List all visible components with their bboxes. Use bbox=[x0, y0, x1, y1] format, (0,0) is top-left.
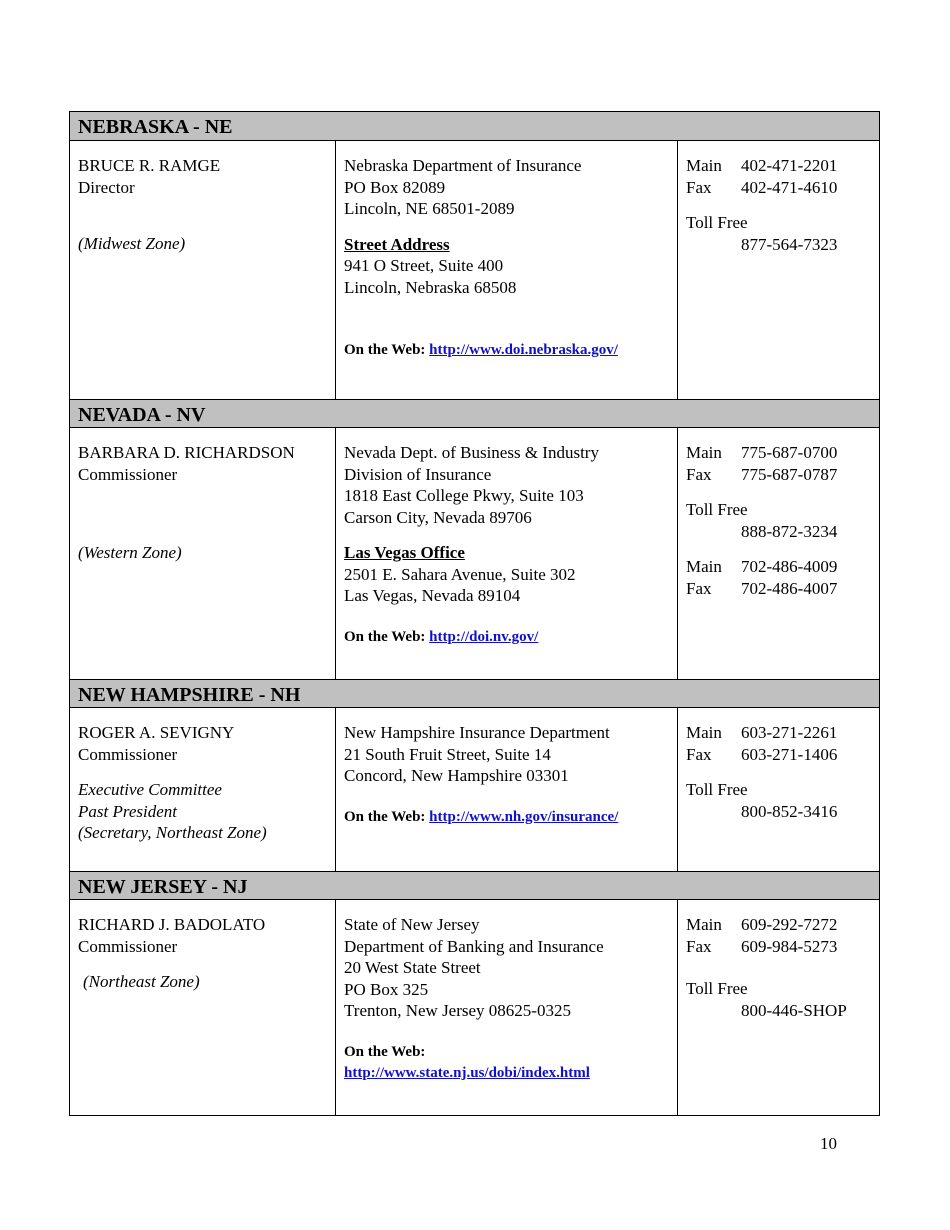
page-number: 10 bbox=[820, 1134, 837, 1153]
address-line: Carson City, Nevada 89706 bbox=[344, 507, 532, 527]
official-title: Commissioner bbox=[78, 936, 178, 956]
address-line: PO Box 325 bbox=[344, 979, 429, 999]
web-label: On the Web: bbox=[344, 1043, 426, 1060]
address-cell bbox=[336, 428, 678, 680]
fax-phone: Fax 609-984-5273 bbox=[686, 936, 838, 956]
web-label: On the Web: bbox=[344, 808, 426, 825]
fax-phone: Fax 603-271-1406 bbox=[686, 744, 838, 764]
phone-cell bbox=[678, 900, 880, 1116]
address-line: Division of Insurance bbox=[344, 464, 492, 484]
directory-table bbox=[69, 111, 880, 1116]
phone-cell bbox=[678, 428, 880, 680]
committee-note: Executive Committee bbox=[78, 780, 222, 799]
state-header-row bbox=[70, 112, 880, 141]
official-name: BARBARA D. RICHARDSON bbox=[78, 443, 295, 462]
address-line: Trenton, New Jersey 08625-0325 bbox=[344, 1001, 571, 1020]
address-cell bbox=[336, 141, 678, 400]
address-cell bbox=[336, 900, 678, 1116]
toll-free-number: 800-852-3416 bbox=[741, 801, 838, 821]
web-line bbox=[344, 807, 669, 829]
address-line: New Hampshire Insurance Department bbox=[344, 723, 610, 742]
zone-note: (Midwest Zone) bbox=[78, 234, 186, 253]
web-label: On the Web: bbox=[344, 628, 426, 645]
web-link[interactable]: http://doi.nv.gov/ bbox=[429, 628, 539, 645]
address-line: 21 South Fruit Street, Suite 14 bbox=[344, 744, 551, 764]
state-header: NEBRASKA - NE bbox=[70, 112, 880, 141]
web-link[interactable]: http://www.doi.nebraska.gov/ bbox=[429, 342, 618, 358]
main-phone: Main 775-687-0700 bbox=[686, 443, 838, 462]
address-line: 941 O Street, Suite 400 bbox=[344, 256, 504, 275]
official-title: Commissioner bbox=[78, 464, 178, 484]
street-address-heading: Street Address bbox=[344, 234, 450, 254]
toll-free-label: Toll Free bbox=[686, 500, 748, 519]
official-name: BRUCE R. RAMGE bbox=[78, 156, 221, 175]
zone-note: (Northeast Zone) bbox=[83, 972, 200, 991]
official-cell bbox=[70, 900, 336, 1116]
zone-note: (Western Zone) bbox=[78, 543, 182, 562]
web-link[interactable]: http://www.nh.gov/insurance/ bbox=[429, 808, 619, 825]
web-line bbox=[344, 627, 669, 649]
toll-free-label: Toll Free bbox=[686, 979, 748, 998]
phone-cell bbox=[678, 141, 880, 400]
toll-free-number: 800-446-SHOP bbox=[741, 1000, 847, 1020]
official-name: RICHARD J. BADOLATO bbox=[78, 915, 266, 934]
state-row bbox=[70, 428, 880, 680]
official-title: Director bbox=[78, 177, 135, 197]
official-title: Commissioner bbox=[78, 744, 178, 764]
state-header: NEW JERSEY - NJ bbox=[70, 872, 880, 900]
toll-free-number: 877-564-7323 bbox=[741, 234, 838, 254]
toll-free-label: Toll Free bbox=[686, 780, 748, 799]
address-line: Las Vegas, Nevada 89104 bbox=[344, 586, 521, 605]
fax-phone: Fax 402-471-4610 bbox=[686, 177, 838, 197]
web-line bbox=[344, 1063, 669, 1085]
official-name: ROGER A. SEVIGNY bbox=[78, 723, 235, 742]
las-vegas-main-phone: Main 702-486-4009 bbox=[686, 557, 838, 576]
state-row bbox=[70, 141, 880, 400]
address-line: 2501 E. Sahara Avenue, Suite 302 bbox=[344, 564, 576, 584]
las-vegas-office-heading: Las Vegas Office bbox=[344, 543, 465, 562]
address-cell bbox=[336, 708, 678, 872]
address-line: PO Box 82089 bbox=[344, 177, 446, 197]
web-line bbox=[344, 340, 669, 362]
main-phone: Main 609-292-7272 bbox=[686, 915, 838, 934]
address-line: Lincoln, Nebraska 68508 bbox=[344, 277, 517, 297]
address-line: Lincoln, NE 68501-2089 bbox=[344, 199, 515, 218]
official-cell bbox=[70, 428, 336, 680]
address-line: 20 West State Street bbox=[344, 958, 481, 977]
state-header: NEVADA - NV bbox=[70, 400, 880, 428]
state-header-row bbox=[70, 400, 880, 428]
phone-cell bbox=[678, 708, 880, 872]
main-phone: Main 603-271-2261 bbox=[686, 723, 838, 742]
state-row bbox=[70, 708, 880, 872]
state-header: NEW HAMPSHIRE - NH bbox=[70, 680, 880, 708]
role-note: Past President bbox=[78, 801, 177, 821]
fax-phone: Fax 775-687-0787 bbox=[686, 464, 838, 484]
zone-note: (Secretary, Northeast Zone) bbox=[78, 823, 267, 842]
state-row bbox=[70, 900, 880, 1116]
web-label: On the Web: bbox=[344, 342, 426, 358]
address-line: Department of Banking and Insurance bbox=[344, 936, 604, 956]
official-cell bbox=[70, 141, 336, 400]
address-line: Nebraska Department of Insurance bbox=[344, 156, 582, 175]
official-cell bbox=[70, 708, 336, 872]
state-header-row bbox=[70, 872, 880, 900]
address-line: State of New Jersey bbox=[344, 915, 480, 934]
state-header-row bbox=[70, 680, 880, 708]
toll-free-label: Toll Free bbox=[686, 213, 748, 232]
las-vegas-fax-phone: Fax 702-486-4007 bbox=[686, 578, 838, 598]
address-line: Nevada Dept. of Business & Industry bbox=[344, 443, 599, 462]
address-line: Concord, New Hampshire 03301 bbox=[344, 766, 569, 785]
address-line: 1818 East College Pkwy, Suite 103 bbox=[344, 486, 584, 505]
main-phone: Main 402-471-2201 bbox=[686, 156, 838, 175]
web-link[interactable]: http://www.state.nj.us/dobi/index.html bbox=[344, 1065, 590, 1081]
toll-free-number: 888-872-3234 bbox=[741, 521, 838, 541]
